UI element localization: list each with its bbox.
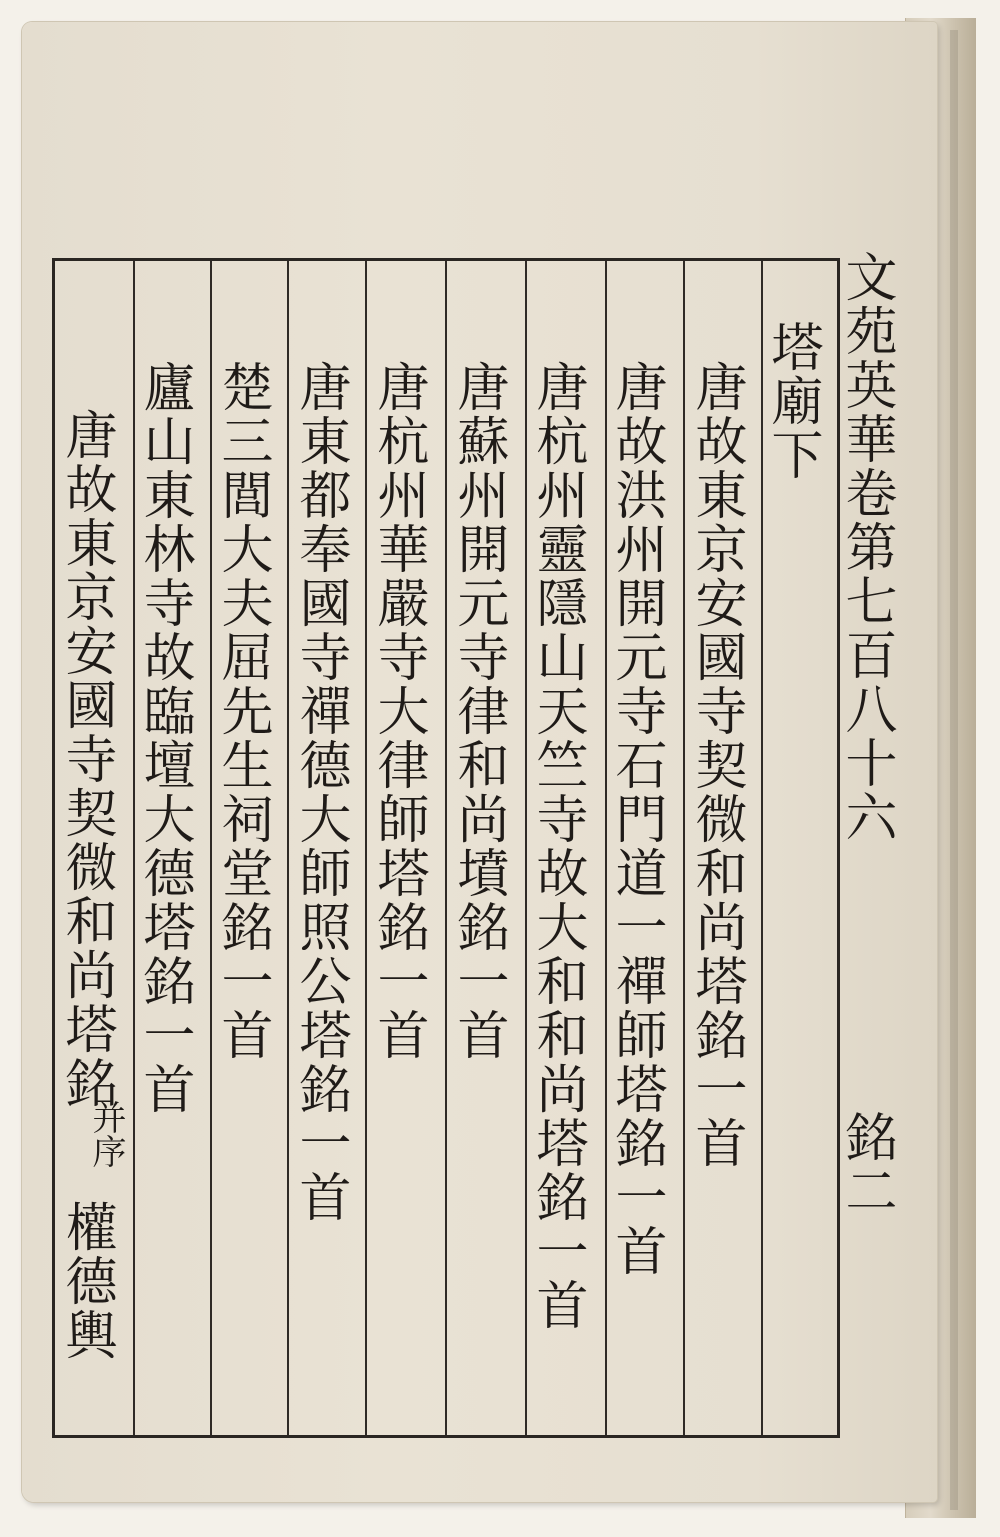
text-title: 唐故東京安國寺契微和尚塔銘 <box>56 408 116 1110</box>
toc-entry: 唐杭州華嚴寺大律師塔銘一首 <box>368 360 428 1062</box>
section-label: 銘二 <box>836 1110 896 1218</box>
category-heading: 塔廟下 <box>762 320 822 482</box>
spine-shadow <box>950 30 958 1510</box>
author: 權德輿 <box>56 1200 116 1362</box>
toc-entry: 唐東都奉國寺禪德大師照公塔銘一首 <box>290 360 350 1224</box>
toc-entry: 唐蘇州開元寺律和尚墳銘一首 <box>448 360 508 1062</box>
toc-entry: 唐故洪州開元寺石門道一禪師塔銘一首 <box>606 360 666 1278</box>
toc-entry: 楚三閭大夫屈先生祠堂銘一首 <box>212 360 272 1062</box>
book-title: 文苑英華卷第七百八十六 <box>836 250 896 844</box>
toc-entry: 唐故東京安國寺契微和尚塔銘一首 <box>686 360 746 1170</box>
toc-entry: 唐杭州靈隱山天竺寺故大和和尚塔銘一首 <box>527 360 587 1332</box>
toc-entry: 廬山東林寺故臨壇大德塔銘一首 <box>134 360 194 1116</box>
title-note: 并序 <box>86 1100 126 1168</box>
